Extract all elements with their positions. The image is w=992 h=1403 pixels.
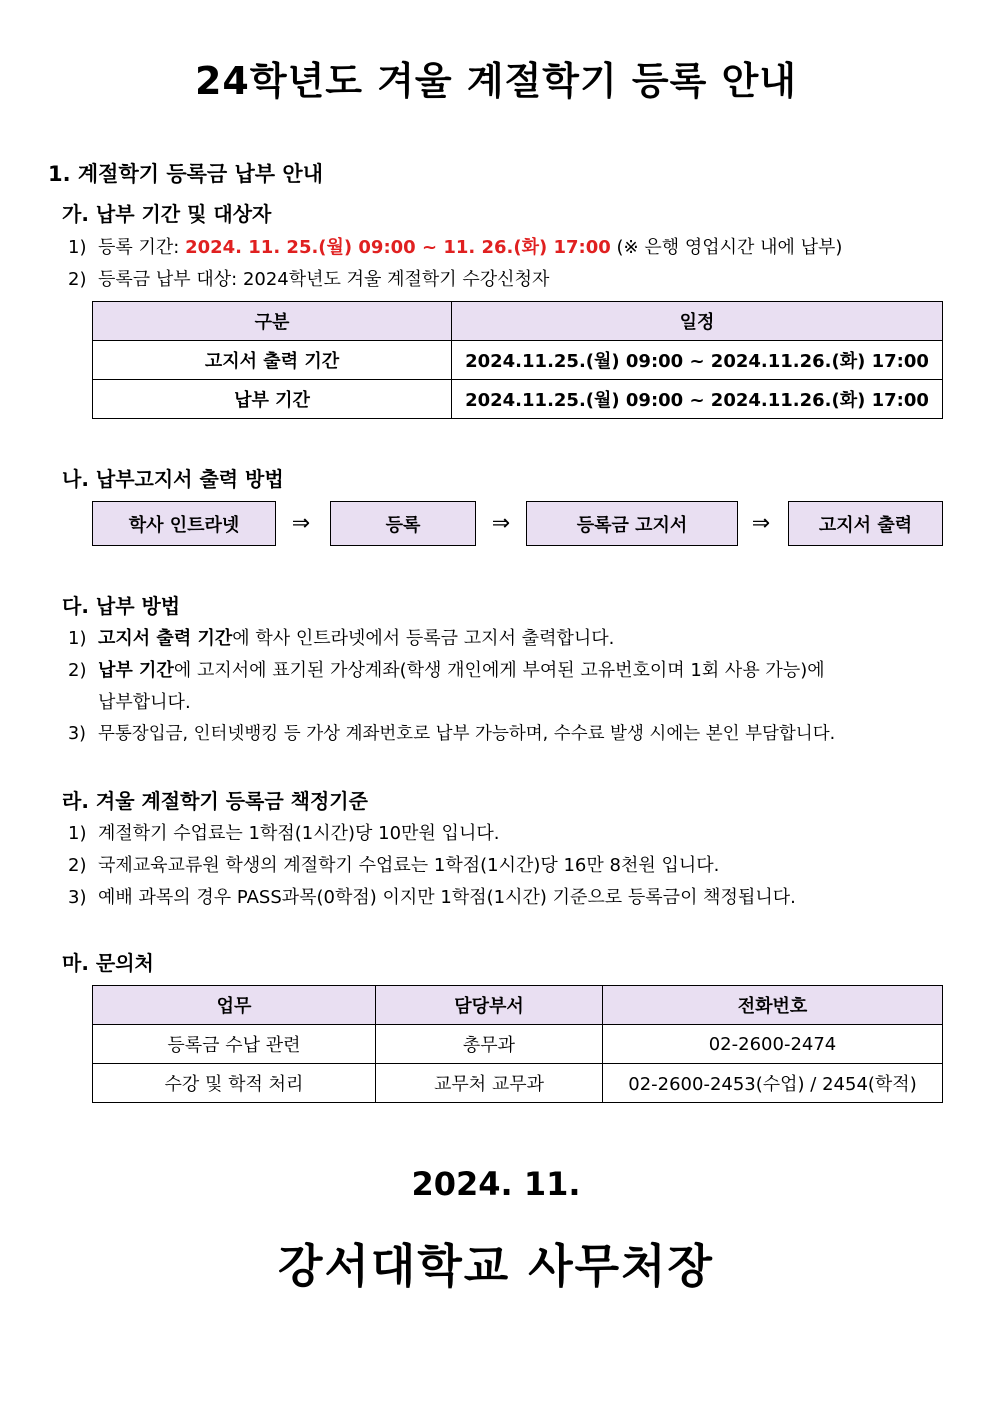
schedule-header-date: 일정: [452, 302, 943, 341]
subsection-heading-na: 나. 납부고지서 출력 방법: [62, 467, 284, 491]
table-row: [93, 380, 943, 419]
item-number: 1): [68, 237, 87, 258]
schedule-value: 2024.11.25.(월) 09:00 ~ 2024.11.26.(화) 17:00: [452, 341, 943, 380]
method-text: 에 고지서에 표기된 가상계좌(학생 개인에게 부여된 고유번호이며 1회 사용 가능)에: [173, 660, 825, 681]
signature: 강서대학교 사무처장: [278, 1239, 714, 1293]
method-line: [68, 656, 825, 682]
flow-step-print: 고지서 출력: [788, 501, 943, 546]
schedule-table: [92, 301, 943, 419]
contact-task: 수강 및 학적 처리: [93, 1064, 376, 1103]
method-text: 에 학사 인트라넷에서 등록금 고지서 출력합니다.: [232, 628, 615, 649]
fee-text: 국제교육교류원 학생의 계절학기 수업료는 1학점(1시간)당 16만 8천원 입니다.: [98, 855, 720, 876]
table-row: [93, 1064, 943, 1103]
item-number: 2): [68, 269, 87, 290]
item-number: 1): [68, 823, 87, 844]
schedule-header-category: 구분: [93, 302, 452, 341]
schedule-label: 고지서 출력 기간: [93, 341, 452, 380]
contact-header-phone: 전화번호: [603, 986, 943, 1025]
fee-line: [68, 883, 796, 909]
contact-phone: 02-2600-2474: [603, 1025, 943, 1064]
period-dates: 2024. 11. 25.(월) 09:00 ~ 11. 26.(화) 17:00: [185, 237, 611, 258]
method-line: [68, 720, 835, 745]
subsection-heading-ma: 마. 문의처: [62, 951, 154, 975]
right-arrow-icon: ⇒: [291, 511, 311, 536]
period-note: (※ 은행 영업시간 내에 납부): [610, 237, 843, 258]
period-label: 등록 기간:: [98, 237, 186, 258]
fee-line: [68, 851, 719, 877]
flow-step-register: 등록: [330, 501, 476, 546]
contact-table: [92, 985, 943, 1103]
contact-header-dept: 담당부서: [376, 986, 603, 1025]
right-arrow-icon: ⇒: [491, 511, 511, 536]
method-line: [68, 624, 614, 650]
period-line: [68, 233, 842, 259]
item-number: 2): [68, 660, 87, 681]
print-flow: [92, 501, 943, 546]
fee-text: 예배 과목의 경우 PASS과목(0학점) 이지만 1학점(1시간) 기준으로 등록금이 책정됩니다.: [98, 887, 796, 908]
table-row: [93, 341, 943, 380]
method-text: 무통장입금, 인터넷뱅킹 등 가상 계좌번호로 납부 가능하며, 수수료 발생 시에는 본인 부담합니다.: [98, 724, 836, 744]
target-line: [68, 265, 549, 291]
target-text: 등록금 납부 대상: 2024학년도 겨울 계절학기 수강신청자: [98, 269, 550, 290]
item-number: 1): [68, 628, 87, 649]
contact-task: 등록금 수납 관련: [93, 1025, 376, 1064]
item-number: 2): [68, 855, 87, 876]
item-number: 3): [68, 724, 86, 744]
method-bold: 고지서 출력 기간: [98, 628, 233, 649]
item-number: 3): [68, 887, 87, 908]
subsection-heading-ra: 라. 겨울 계절학기 등록금 책정기준: [62, 789, 368, 813]
flow-step-bill: 등록금 고지서: [526, 501, 738, 546]
contact-header-task: 업무: [93, 986, 376, 1025]
right-arrow-icon: ⇒: [751, 511, 771, 536]
contact-phone: 02-2600-2453(수업) / 2454(학적): [603, 1064, 943, 1103]
method-bold: 납부 기간: [98, 660, 174, 681]
page-title: 24학년도 겨울 계절학기 등록 안내: [194, 59, 797, 103]
fee-text: 계절학기 수업료는 1학점(1시간)당 10만원 입니다.: [98, 823, 500, 844]
contact-dept: 교무처 교무과: [376, 1064, 603, 1103]
subsection-heading-ga: 가. 납부 기간 및 대상자: [62, 202, 272, 226]
schedule-label: 납부 기간: [93, 380, 452, 419]
schedule-value: 2024.11.25.(월) 09:00 ~ 2024.11.26.(화) 17:00: [452, 380, 943, 419]
subsection-heading-da: 다. 납부 방법: [62, 594, 181, 618]
method-line-cont: 납부합니다.: [98, 692, 191, 713]
flow-step-intranet: 학사 인트라넷: [92, 501, 276, 546]
contact-dept: 총무과: [376, 1025, 603, 1064]
issue-date: 2024. 11.: [411, 1165, 581, 1203]
section-heading: 1. 계절학기 등록금 납부 안내: [48, 162, 323, 186]
table-row: [93, 1025, 943, 1064]
fee-line: [68, 819, 499, 845]
